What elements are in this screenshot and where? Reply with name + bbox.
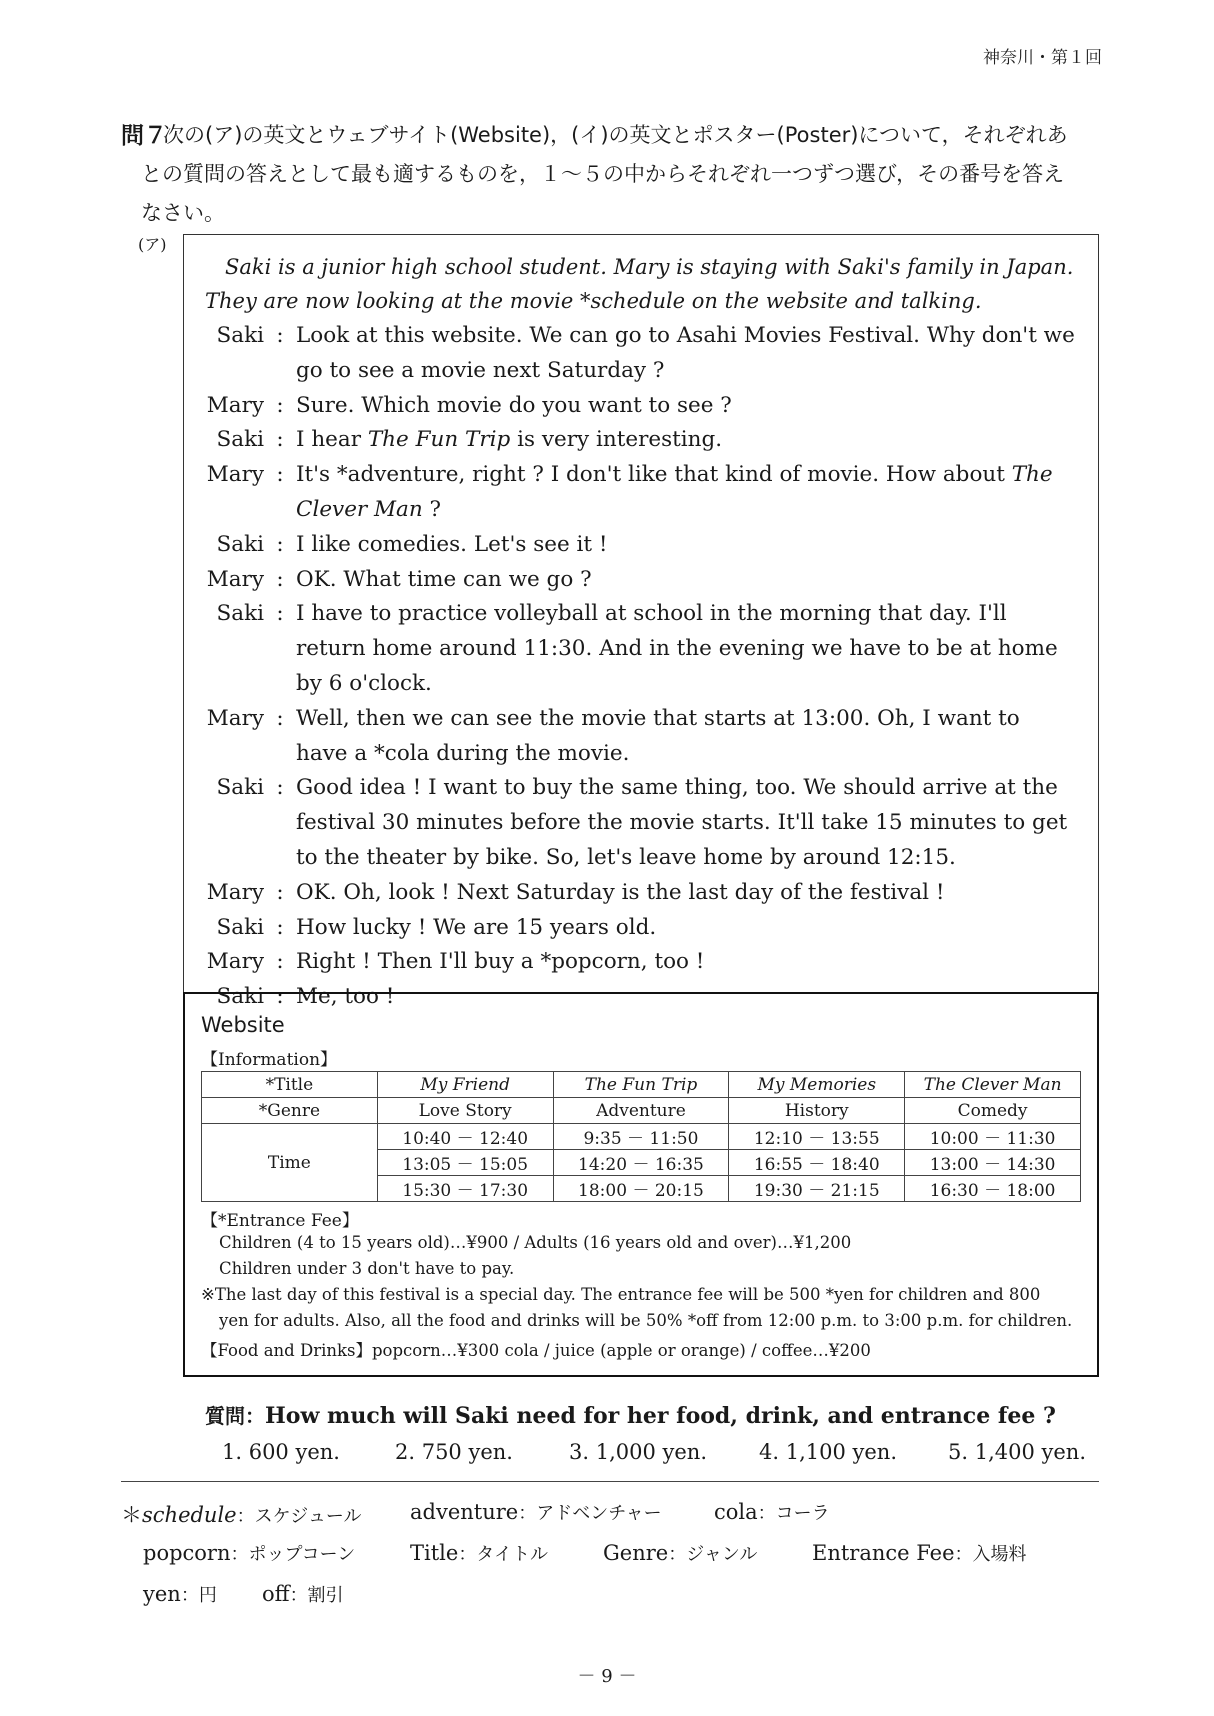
showtime: 12:10 － 13:55 <box>729 1124 905 1150</box>
speaker-colon: : <box>276 705 284 731</box>
answer-choice[interactable]: 5. 1,400 yen. <box>948 1440 1086 1464</box>
answer-choice[interactable]: 2. 750 yen. <box>395 1440 513 1464</box>
utterance: OK. Oh, look ! Next Saturday is the last day of the festival ! <box>296 879 945 905</box>
special-day-note: ※The last day of this festival is a special day. The entrance fee will be 500 *yen for children and 800 <box>201 1285 1041 1304</box>
utterance-part: I hear <box>296 427 368 453</box>
title-header: *Title <box>202 1072 378 1098</box>
speaker-name: Saki <box>216 427 264 453</box>
website-box <box>183 992 1099 1377</box>
glossary-meaning: ：コーラ <box>757 1503 830 1524</box>
utterance: Well, then we can see the movie that starts at 13:00. Oh, I want to have a *cola during the movie. <box>296 705 1020 766</box>
glossary-entry <box>143 1540 355 1566</box>
glossary-entry <box>714 1499 830 1525</box>
speaker-name: Mary <box>206 879 264 905</box>
speaker-colon: : <box>276 914 284 940</box>
dialogue-turn <box>184 563 1098 598</box>
speaker-colon: : <box>276 392 284 418</box>
glossary-meaning: ：割引 <box>289 1585 344 1606</box>
glossary-meaning: ：ポップコーン <box>230 1544 356 1565</box>
comprehension-question <box>205 1400 1056 1429</box>
dialogue-turn <box>184 876 1098 911</box>
fee-line: Children under 3 don't have to pay. <box>219 1259 515 1278</box>
dialogue-turn <box>184 702 1098 772</box>
glossary-meaning: ：スケジュール <box>236 1506 362 1527</box>
speaker-colon: : <box>276 427 284 453</box>
speaker-name: Saki <box>216 914 264 940</box>
glossary-marker: ＊ <box>121 1503 142 1527</box>
movie-title-mention: The Fun Trip <box>367 427 511 453</box>
dialogue-turn <box>184 945 1098 980</box>
showtime: 10:40 － 12:40 <box>377 1124 553 1150</box>
speaker-colon: : <box>276 984 284 1010</box>
glossary-entry <box>410 1540 548 1566</box>
speaker-colon: : <box>276 531 284 557</box>
movie-genre: Love Story <box>377 1098 553 1124</box>
movie-title: The Fun Trip <box>553 1072 729 1098</box>
time-row <box>202 1124 1081 1150</box>
divider-rule <box>121 1481 1099 1482</box>
speaker-colon: : <box>276 601 284 627</box>
glossary-term: adventure <box>410 1500 519 1524</box>
glossary-entry <box>143 1581 217 1607</box>
glossary-meaning: ：タイトル <box>458 1544 548 1565</box>
information-label: 【Information】 <box>201 1050 338 1070</box>
dialogue-turn <box>184 423 1098 458</box>
movie-title: My Memories <box>729 1072 905 1098</box>
utterance-part: It's *adventure, right ? I don't like that kind of movie. How about <box>296 462 1012 488</box>
movie-title: The Clever Man <box>905 1072 1081 1098</box>
glossary-meaning: ：アドベンチャー <box>518 1503 662 1524</box>
speaker-name: Saki <box>216 601 264 627</box>
food-and-drinks: 【Food and Drinks】popcorn…¥300 cola / juice (apple or orange) / coffee…¥200 <box>201 1341 871 1360</box>
speaker-colon: : <box>276 949 284 975</box>
movie-title: My Friend <box>377 1072 553 1098</box>
movie-genre: History <box>729 1098 905 1124</box>
movie-genre: Comedy <box>905 1098 1081 1124</box>
speaker-colon: : <box>276 462 284 488</box>
utterance <box>296 458 1076 528</box>
website-title: Website <box>201 1013 285 1037</box>
utterance: Me, too ! <box>296 984 395 1010</box>
dialogue-turn <box>184 389 1098 424</box>
speaker-name: Saki <box>216 984 264 1010</box>
schedule-table <box>201 1071 1081 1202</box>
dialogue-turn <box>184 597 1098 701</box>
intro-line-2: They are now looking at the movie *schedule on the website and talking. <box>205 289 982 313</box>
showtime: 13:00 － 14:30 <box>905 1150 1081 1176</box>
section-label: (ア) <box>138 235 167 254</box>
dialogue-turns <box>184 319 1098 1015</box>
fee-line: Children (4 to 15 years old)…¥900 / Adults (16 years old and over)…¥1,200 <box>219 1233 852 1252</box>
glossary-term: off <box>262 1582 290 1606</box>
answer-choice[interactable]: 3. 1,000 yen. <box>569 1440 707 1464</box>
dialogue-intro <box>205 250 1075 318</box>
page-header-tag: 神奈川・第１回 <box>983 48 1102 68</box>
glossary-term: popcorn <box>143 1541 231 1565</box>
utterance: I have to practice volleyball at school in the morning that day. I'll return home around 11:30. And in the evening we have to be at home by 6 o'clock. <box>296 601 1058 696</box>
showtime: 16:30 － 18:00 <box>905 1176 1081 1202</box>
genre-row <box>202 1098 1081 1124</box>
showtime: 13:05 － 15:05 <box>377 1150 553 1176</box>
glossary-term: schedule <box>142 1503 237 1527</box>
glossary-term: Title <box>410 1541 459 1565</box>
glossary-term: Entrance Fee <box>812 1541 955 1565</box>
glossary-entry <box>262 1581 344 1607</box>
utterance: Right ! Then I'll buy a *popcorn, too ! <box>296 949 705 975</box>
dialogue-turn <box>184 911 1098 946</box>
genre-header: *Genre <box>202 1098 378 1124</box>
dialogue-turn <box>184 458 1098 528</box>
utterance: Look at this website. We can go to Asahi Movies Festival. Why don't we go to see a movie next Saturday ? <box>296 323 1075 383</box>
time-header: Time <box>202 1124 378 1202</box>
speaker-name: Mary <box>206 949 264 975</box>
movie-title-mention: The Clever Man <box>296 462 1053 522</box>
glossary-entry <box>410 1499 662 1525</box>
glossary-meaning: ：入場料 <box>954 1544 1027 1565</box>
glossary-entry <box>812 1540 1027 1566</box>
showtime: 14:20 － 16:35 <box>553 1150 729 1176</box>
dialogue-turn <box>184 319 1098 389</box>
speaker-name: Mary <box>206 705 264 731</box>
utterance: How lucky ! We are 15 years old. <box>296 914 657 940</box>
speaker-colon: : <box>276 775 284 801</box>
glossary-meaning: ：円 <box>180 1585 217 1606</box>
question-label: 質問： <box>205 1404 265 1428</box>
dialogue-turn <box>184 771 1098 875</box>
speaker-name: Saki <box>216 323 264 348</box>
speaker-colon: : <box>276 879 284 905</box>
intro-line-1: Saki is a junior high school student. Mary is staying with Saki's family in Japan. <box>225 255 1074 279</box>
answer-choice[interactable]: 1. 600 yen. <box>222 1440 340 1464</box>
speaker-name: Mary <box>206 566 264 592</box>
page-number: － 9 － <box>577 1666 637 1687</box>
speaker-name: Saki <box>216 531 264 557</box>
title-row <box>202 1072 1081 1098</box>
utterance: I like comedies. Let's see it ! <box>296 531 608 557</box>
showtime: 15:30 － 17:30 <box>377 1176 553 1202</box>
glossary-term: yen <box>143 1582 181 1606</box>
showtime: 16:55 － 18:40 <box>729 1150 905 1176</box>
speaker-name: Saki <box>216 775 264 801</box>
utterance-part: is very interesting. <box>510 427 723 453</box>
glossary-entry <box>121 1499 362 1529</box>
showtime: 19:30 － 21:15 <box>729 1176 905 1202</box>
utterance: Good idea ! I want to buy the same thing, too. We should arrive at the festival 30 minutes before the movie starts. It'll take 15 minutes to get to the theater by bike. So, let's leave home by around 12:15. <box>296 775 1068 870</box>
utterance: Sure. Which movie do you want to see ? <box>296 392 732 418</box>
speaker-name: Mary <box>206 392 264 418</box>
special-day-note: yen for adults. Also, all the food and drinks will be 50% *off from 12:00 p.m. to 3:00 p.m. for children. <box>219 1311 1073 1330</box>
glossary-entry <box>603 1540 757 1566</box>
speaker-colon: : <box>276 566 284 592</box>
glossary-term: cola <box>714 1500 758 1524</box>
dialogue-box <box>183 234 1099 1010</box>
utterance <box>296 423 1076 458</box>
dialogue-turn <box>184 528 1098 563</box>
showtime: 10:00 － 11:30 <box>905 1124 1081 1150</box>
entrance-fee-title: 【*Entrance Fee】 <box>201 1211 359 1231</box>
showtime: 18:00 － 20:15 <box>553 1176 729 1202</box>
answer-choice[interactable]: 4. 1,100 yen. <box>759 1440 897 1464</box>
speaker-name: Mary <box>206 462 264 488</box>
utterance-part: ? <box>422 496 442 522</box>
instruction-text: 次の(ア)の英文とウェブサイト(Website)，(イ)の英文とポスター(Poster)について，それぞれあとの質問の答えとして最も適するものを，１～５の中からそれぞれ一つずつ選び，その番号を答えなさい。 <box>141 123 1068 225</box>
movie-genre: Adventure <box>553 1098 729 1124</box>
question-instruction <box>141 116 1077 233</box>
glossary-meaning: ：ジャンル <box>668 1544 758 1565</box>
glossary-term: Genre <box>603 1541 669 1565</box>
showtime: 9:35 － 11:50 <box>553 1124 729 1150</box>
question-number: 問７ <box>121 123 167 149</box>
question-text: How much will Saki need for her food, drink, and entrance fee ? <box>265 1403 1056 1429</box>
utterance: OK. What time can we go ? <box>296 566 592 592</box>
speaker-colon: : <box>276 323 284 348</box>
